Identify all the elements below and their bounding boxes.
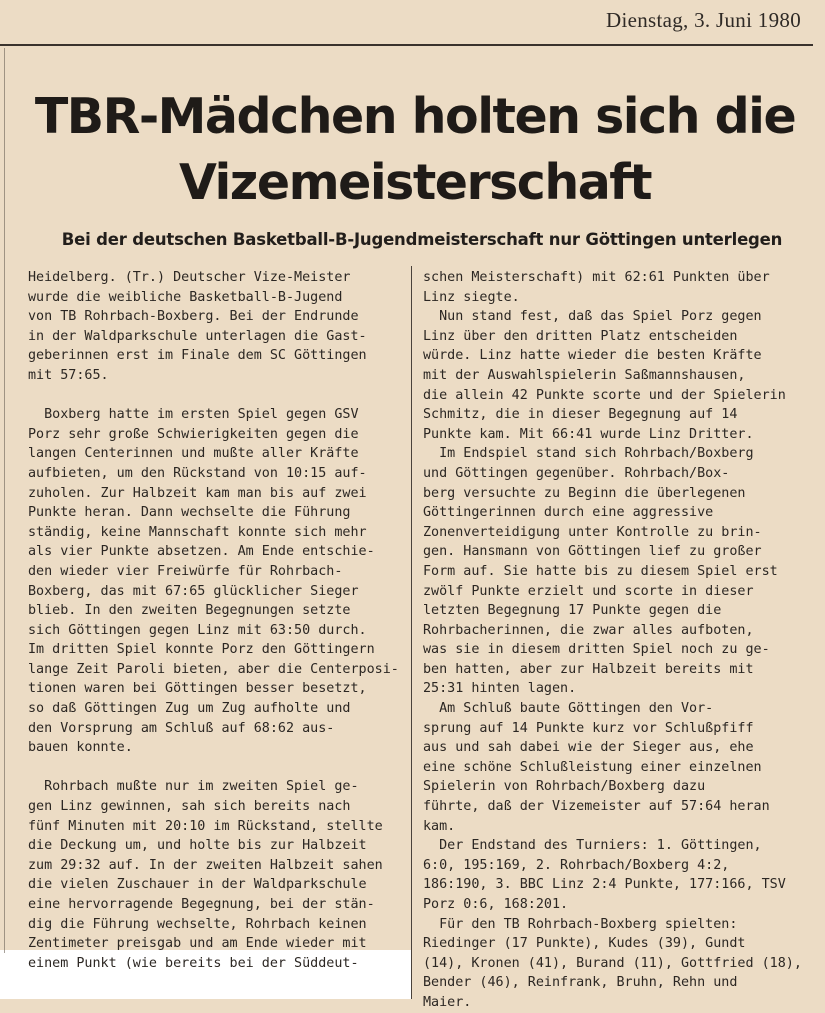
page-edge-rule <box>4 48 5 953</box>
article-column-right: schen Meisterschaft) mit 62:61 Punkten über Linz siegte. Nun stand fest, daß das Spiel Porz gegen Linz über den dritten Platz entscheiden würde. Linz hatte wieder die besten Kräfte mit der Auswahlspielerin Saßmannshausen, die allein 42 Punkte scorte und der Spielerin Schmitz, die in dieser Begegnung auf 14 Punkte kam. Mit 66:41 wurde Linz Dritter. Im Endspiel stand sich Rohrbach/Boxberg und Göttingen gegenüber. Rohrbach/Box- berg versuchte zu Beginn die überlegenen Göttingerinnen durch eine aggressive Zonenverteidigung unter Kontrolle zu brin- gen. Hansmann von Göttingen lief zu großer Form auf. Sie hatte bis zu diesem Spiel erst zwölf Punkte erzielt und scorte in dieser letzten Begegnung 17 Punkte gegen die Rohrbacherinnen, die zwar alles aufboten, was sie in diesem dritten Spiel noch zu ge- ben hatten, aber zur Halbzeit bereits mit 25:31 hinten lagen. Am Schluß baute Göttingen den Vor- sprung auf 14 Punkte kurz vor Schlußpfiff aus und sah dabei wie der Sieger aus, ehe eine schöne Schlußleistung einer einzelnen Spielerin von Rohrbach/Boxberg dazu führte, daß der Vizemeister auf 57:64 heran kam. Der Endstand des Turniers: 1. Göttingen, 6:0, 195:169, 2. Rohrbach/Boxberg 4:2, 186:190, 3. BBC Linz 2:4 Punkte, 177:166, TSV Porz 0:6, 168:201. Für den TB Rohrbach-Boxberg spielten: Riedinger (17 Punkte), Kudes (39), Gundt (14), Kronen (41), Burand (11), Gottfried (18), Bender (46), Reinfrank, Bruhn, Rehn und Maier. <box>423 270 802 1010</box>
article-column-left: Heidelberg. (Tr.) Deutscher Vize-Meister wurde die weibliche Basketball-B-Jugend von TB Rohrbach-Boxberg. Bei der Endrunde in der Waldparkschule unterlagen die Gast- geberinnen erst im Finale dem SC Göttingen mit 57:65. Boxberg hatte im ersten Spiel gegen GSV Porz sehr große Schwierigkeiten gegen die langen Centerinnen und mußte aller Kräfte aufbieten, um den Rückstand von 10:15 auf- zuholen. Zur Halbzeit kam man bis auf zwei Punkte heran. Dann wechselte die Führung ständig, keine Mannschaft konnte sich mehr als vier Punkte absetzen. Am Ende entschie- den wieder vier Freiwürfe für Rohrbach- Boxberg, das mit 67:65 glücklicher Sieger blieb. In den zweiten Begegnungen setzte sich Göttingen gegen Linz mit 63:50 durch. Im dritten Spiel konnte Porz den Göttingern lange Zeit Paroli bieten, aber die Centerposi- tionen waren bei Göttingen besser besetzt, so daß Göttingen Zug um Zug aufholte und den Vorsprung am Schluß auf 68:62 aus- bauen konnte. Rohrbach mußte nur im zweiten Spiel ge- gen Linz gewinnen, sah sich bereits nach fünf Minuten mit 20:10 im Rückstand, stellte die Deckung um, und holte bis zur Halbzeit zum 29:32 auf. In der zweiten Halbzeit sahen die vielen Zuschauer in der Waldparkschule eine hervorragende Begegnung, bei der stän- dig die Führung wechselte, Rohrbach keinen Zentimeter preisgab und am Ende wieder mit einem Punkt (wie bereits bei der Süddeut- <box>28 270 399 971</box>
issue-date: Dienstag, 3. Juni 1980 <box>605 8 801 32</box>
column-divider <box>411 266 412 999</box>
header-rule <box>0 44 813 46</box>
article-subheadline: Bei der deutschen Basketball-B-Jugendmeisterschaft nur Göttingen unterlegen <box>61 230 783 249</box>
article-headline: TBR-Mädchen holten sich die Vizemeisterschaft <box>34 88 796 211</box>
